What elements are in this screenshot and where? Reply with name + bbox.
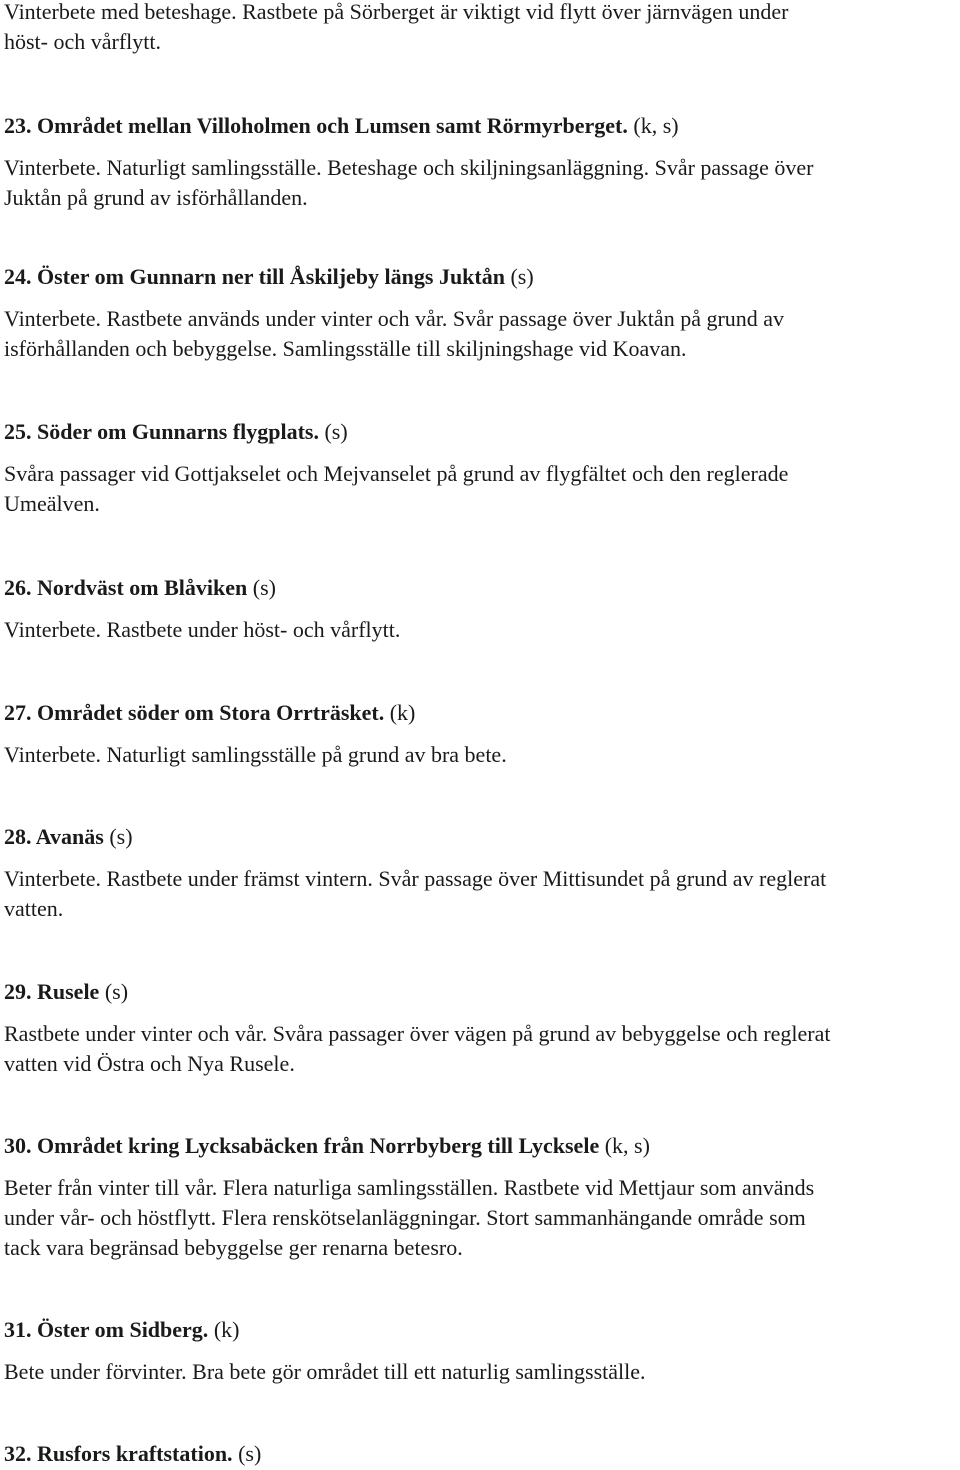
body-line: Rastbete under vinter och vår. Svåra passager över vägen på grund av bebyggelse och reglerat	[4, 1021, 831, 1046]
section-heading: 24. Öster om Gunnarn ner till Åskiljeby längs Juktån (s)	[4, 264, 534, 289]
section-heading: 27. Området söder om Stora Orrträsket. (k)	[4, 700, 416, 725]
section-29	[4, 977, 956, 1079]
body-line: Juktån på grund av isförhållanden.	[4, 185, 308, 210]
section-32	[4, 1439, 956, 1469]
section-27	[4, 698, 956, 770]
section-28	[4, 822, 956, 924]
body-line: tack vara begränsad bebyggelse ger renarna betesro.	[4, 1235, 463, 1260]
section-30	[4, 1131, 956, 1263]
body-line: Svåra passager vid Gottjakselet och Mejvanselet på grund av flygfältet och den reglerade	[4, 461, 789, 486]
section-heading: 28. Avanäs (s)	[4, 824, 133, 849]
section-24	[4, 262, 956, 364]
body-line: Vinterbete. Naturligt samlingsställe på grund av bra bete.	[4, 742, 507, 767]
body-line: Vinterbete. Rastbete under främst vintern. Svår passage över Mittisundet på grund av reglerat	[4, 866, 827, 891]
section-26	[4, 573, 956, 645]
section-23	[4, 111, 956, 213]
body-line: isförhållanden och bebyggelse. Samlingsställe till skiljningshage vid Koavan.	[4, 336, 687, 361]
section-heading: 25. Söder om Gunnarns flygplats. (s)	[4, 419, 348, 444]
section-25	[4, 417, 956, 519]
intro-paragraph	[4, 0, 956, 57]
section-heading: 30. Området kring Lycksabäcken från Norrbyberg till Lycksele (k, s)	[4, 1133, 650, 1158]
section-heading: 31. Öster om Sidberg. (k)	[4, 1317, 240, 1342]
body-line: Beter från vinter till vår. Flera naturliga samlingsställen. Rastbete vid Mettjaur som används	[4, 1175, 815, 1200]
body-line: vatten vid Östra och Nya Rusele.	[4, 1051, 295, 1076]
section-heading: 32. Rusfors kraftstation. (s)	[4, 1441, 262, 1466]
section-31	[4, 1315, 956, 1387]
body-line: Bete under förvinter. Bra bete gör området till ett naturlig samlingsställe.	[4, 1359, 646, 1384]
section-heading: 23. Området mellan Villoholmen och Lumsen samt Rörmyrberget. (k, s)	[4, 113, 679, 138]
body-line: vatten.	[4, 896, 64, 921]
body-line: Vinterbete. Naturligt samlingsställe. Beteshage och skiljningsanläggning. Svår passage över	[4, 155, 814, 180]
section-heading: 29. Rusele (s)	[4, 979, 129, 1004]
body-line: Vinterbete. Rastbete under höst- och vårflytt.	[4, 617, 401, 642]
body-line: höst- och vårflytt.	[4, 29, 162, 54]
body-line: Vinterbete. Rastbete används under vinter och vår. Svår passage över Juktån på grund av	[4, 306, 785, 331]
body-line: Vinterbete med beteshage. Rastbete på Sörberget är viktigt vid flytt över järnvägen under	[4, 0, 789, 24]
body-line: under vår- och höstflytt. Flera renskötselanläggningar. Stort sammanhängande område som	[4, 1205, 806, 1230]
body-line: Umeälven.	[4, 491, 100, 516]
section-heading: 26. Nordväst om Blåviken (s)	[4, 575, 276, 600]
